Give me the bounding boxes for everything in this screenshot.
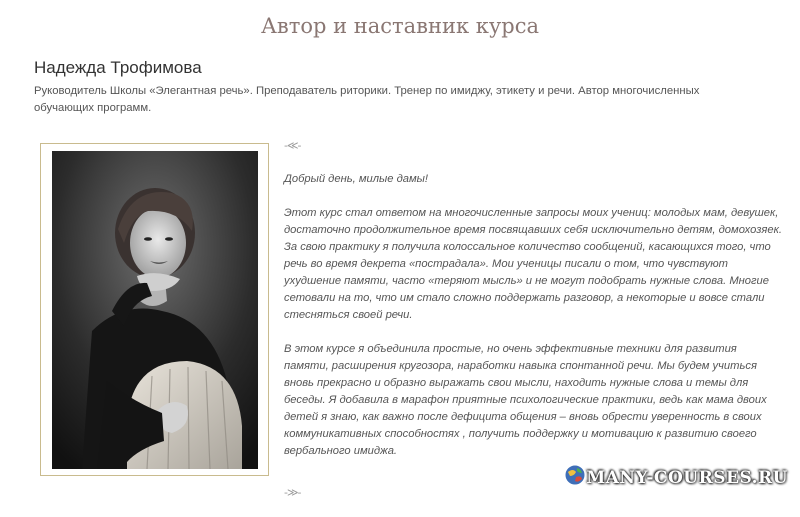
author-role: Руководитель Школы «Элегантная речь». Преподаватель риторики. Тренер по имиджу, этикету и речи. Автор многочисленных обучающих программ. <box>34 85 700 114</box>
watermark-text: MANY-COURSES.RU <box>586 467 788 488</box>
letter-paragraph-1: Этот курс стал ответом на многочисленные запросы моих учениц: молодых мам, девушек, достаточно продолжительное время посвящавших себя исключительно детям, домохозяек. За свою практику я получила колоссальное количество сообщений, касающихся того, что речь во время декрета «пострадала». Мои ученицы писали о том, что чувствуют ухудшение памяти, часто «теряют мысль» и не могут подобрать нужные слова. Многие сетовали на то, что им стало сложно поддержать разговор, а некоторые и вовсе стали стесняться своей речи. <box>284 207 783 321</box>
letter-paragraph-2: В этом курсе я объединила простые, но очень эффективные техники для развития памяти, расширения кругозора, наработки навыка спонтанной речи. Мы будем учиться вновь прекрасно и образно выражать свои мысли, находить нужные слова и темы для беседы. Я добавила в марафон приятные психологические практики, ведь как мама двоих детей я знаю, как важно после дефицита общения – вновь обрести уверенность в своих коммуникативных способностях , получить поддержку и мотивацию к развитию своего вербального имиджа. <box>284 343 767 457</box>
author-letter <box>284 171 784 477</box>
divider-top: -≪- <box>284 139 301 152</box>
section-title: Автор и наставник курса <box>260 14 539 38</box>
globe-logo-icon <box>564 464 586 491</box>
letter-greeting: Добрый день, милые дамы! <box>284 173 429 185</box>
watermark <box>564 464 788 491</box>
divider-bottom: -≫- <box>284 486 301 499</box>
author-photo-frame <box>40 143 269 476</box>
author-portrait-photo <box>52 151 258 469</box>
author-name: Надежда Трофимова <box>34 58 202 77</box>
